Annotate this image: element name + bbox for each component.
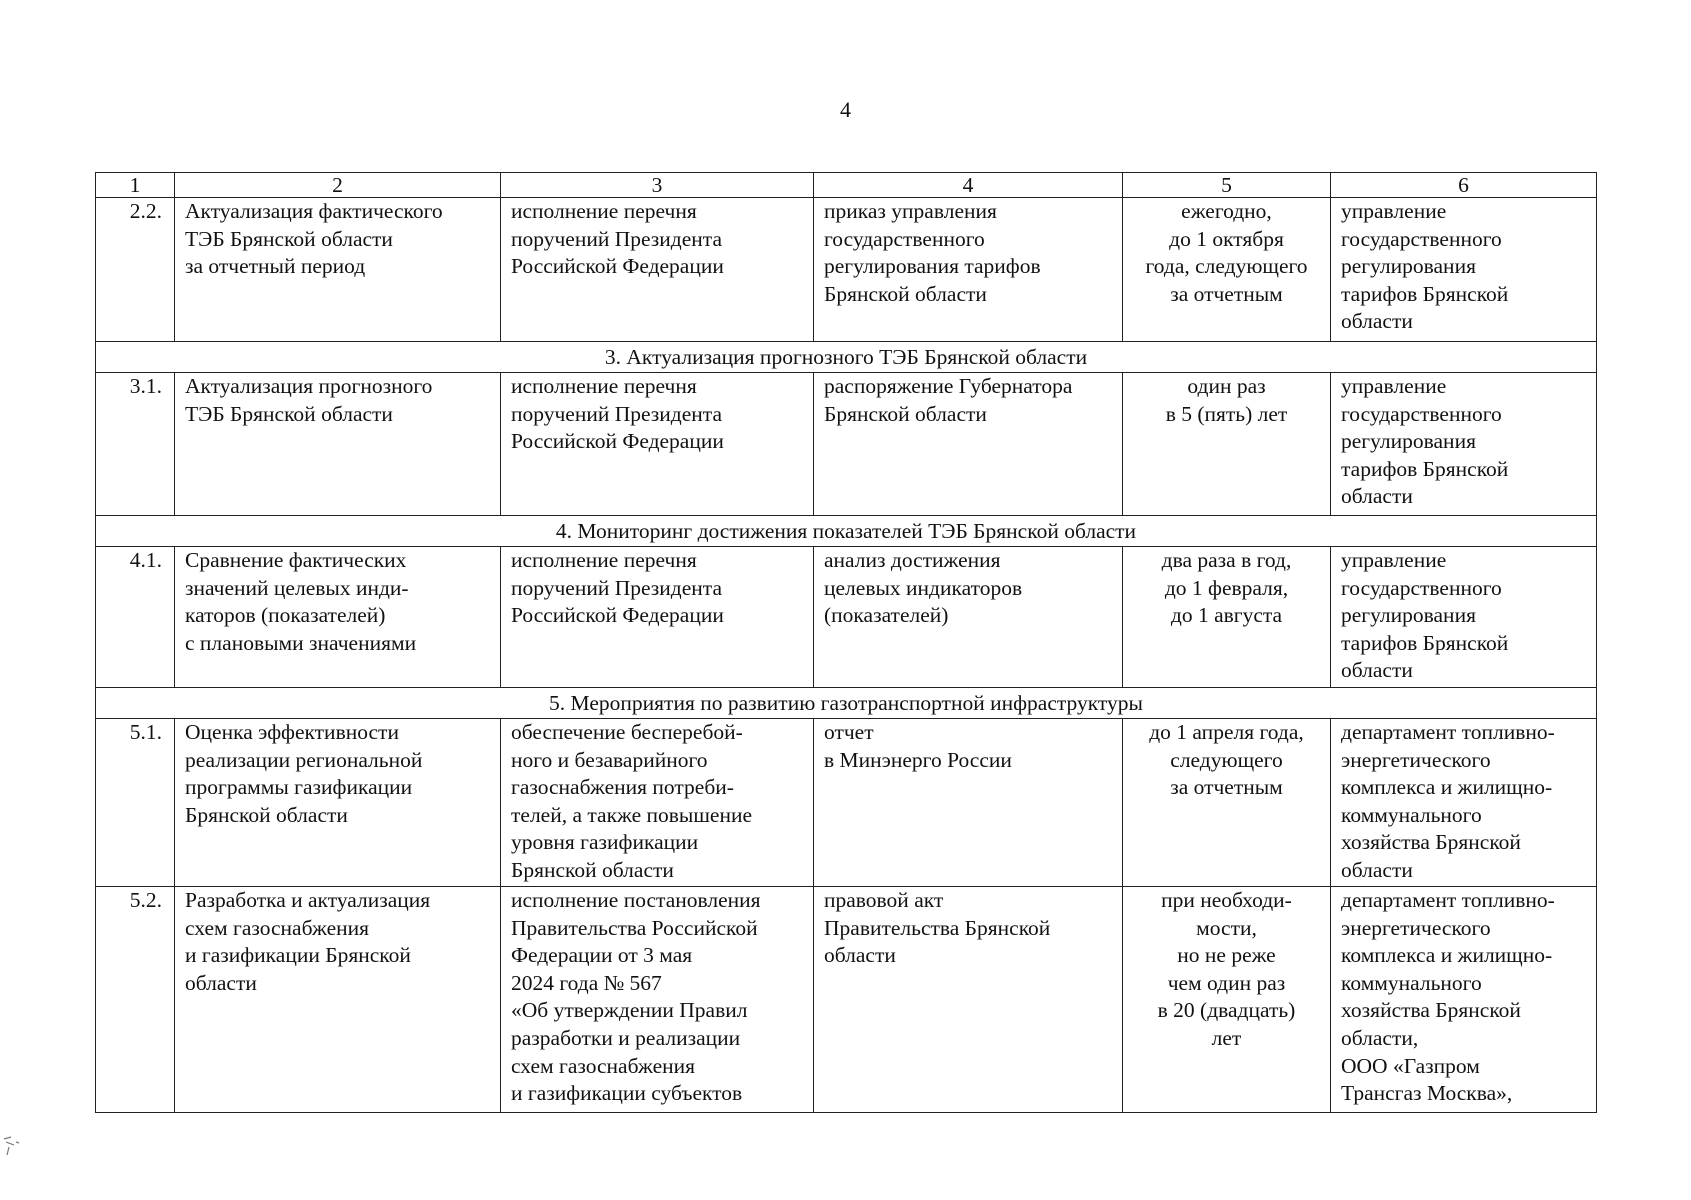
row-number: 5.1. <box>96 719 175 887</box>
responsible-cell: управление государственного регулирования тарифов Брянской области <box>1331 198 1597 342</box>
responsible-cell: управление государственного регулирования тарифов Брянской области <box>1331 547 1597 688</box>
section-row <box>96 688 1597 719</box>
deadline-cell: ежегодно, до 1 октября года, следующего за отчетным <box>1123 198 1331 342</box>
section-row <box>96 342 1597 373</box>
column-header: 4 <box>814 173 1123 198</box>
deadline-cell: один раз в 5 (пять) лет <box>1123 373 1331 516</box>
table-row <box>96 719 1597 887</box>
result-cell: отчет в Минэнерго России <box>814 719 1123 887</box>
column-header: 1 <box>96 173 175 198</box>
row-number: 4.1. <box>96 547 175 688</box>
responsible-cell: департамент топливно- энергетического комплекса и жилищно- коммунального хозяйства Брянской области, ООО «Газпром Трансгаз Москва», <box>1331 887 1597 1113</box>
column-header: 5 <box>1123 173 1331 198</box>
basis-cell: исполнение перечня поручений Президента Российской Федерации <box>501 547 814 688</box>
result-cell: распоряжение Губернатора Брянской области <box>814 373 1123 516</box>
result-cell: правовой акт Правительства Брянской области <box>814 887 1123 1113</box>
column-header: 2 <box>175 173 501 198</box>
result-cell: приказ управления государственного регулирования тарифов Брянской области <box>814 198 1123 342</box>
table-row <box>96 547 1597 688</box>
row-number: 3.1. <box>96 373 175 516</box>
column-header: 3 <box>501 173 814 198</box>
scan-artifact-icon <box>2 1133 36 1159</box>
event-cell: Разработка и актуализация схем газоснабжения и газификации Брянской области <box>175 887 501 1113</box>
table-row <box>96 887 1597 1113</box>
table-row <box>96 373 1597 516</box>
event-cell: Оценка эффективности реализации региональной программы газификации Брянской области <box>175 719 501 887</box>
row-number: 5.2. <box>96 887 175 1113</box>
section-title: 3. Актуализация прогнозного ТЭБ Брянской области <box>96 342 1597 373</box>
table-row <box>96 198 1597 342</box>
section-title: 5. Мероприятия по развитию газотранспортной инфраструктуры <box>96 688 1597 719</box>
result-cell: анализ достижения целевых индикаторов (показателей) <box>814 547 1123 688</box>
basis-cell: исполнение перечня поручений Президента Российской Федерации <box>501 373 814 516</box>
row-number: 2.2. <box>96 198 175 342</box>
section-title: 4. Мониторинг достижения показателей ТЭБ Брянской области <box>96 516 1597 547</box>
basis-cell: исполнение перечня поручений Президента Российской Федерации <box>501 198 814 342</box>
deadline-cell: при необходи- мости, но не реже чем один раз в 20 (двадцать) лет <box>1123 887 1331 1113</box>
page-number: 4 <box>840 97 851 122</box>
responsible-cell: департамент топливно- энергетического комплекса и жилищно- коммунального хозяйства Брянской области <box>1331 719 1597 887</box>
basis-cell: обеспечение бесперебой- ного и безаварийного газоснабжения потреби- телей, а также повышение уровня газификации Брянской области <box>501 719 814 887</box>
column-header: 6 <box>1331 173 1597 198</box>
deadline-cell: два раза в год, до 1 февраля, до 1 августа <box>1123 547 1331 688</box>
event-cell: Сравнение фактических значений целевых инди- каторов (показателей) с плановыми значениями <box>175 547 501 688</box>
basis-cell: исполнение постановления Правительства Российской Федерации от 3 мая 2024 года № 567 «Об утверждении Правил разработки и реализации схем газоснабжения и газификации субъектов <box>501 887 814 1113</box>
deadline-cell: до 1 апреля года, следующего за отчетным <box>1123 719 1331 887</box>
event-cell: Актуализация прогнозного ТЭБ Брянской области <box>175 373 501 516</box>
plan-table <box>95 172 1597 1113</box>
event-cell: Актуализация фактического ТЭБ Брянской области за отчетный период <box>175 198 501 342</box>
table-header-row <box>96 173 1597 198</box>
section-row <box>96 516 1597 547</box>
responsible-cell: управление государственного регулирования тарифов Брянской области <box>1331 373 1597 516</box>
